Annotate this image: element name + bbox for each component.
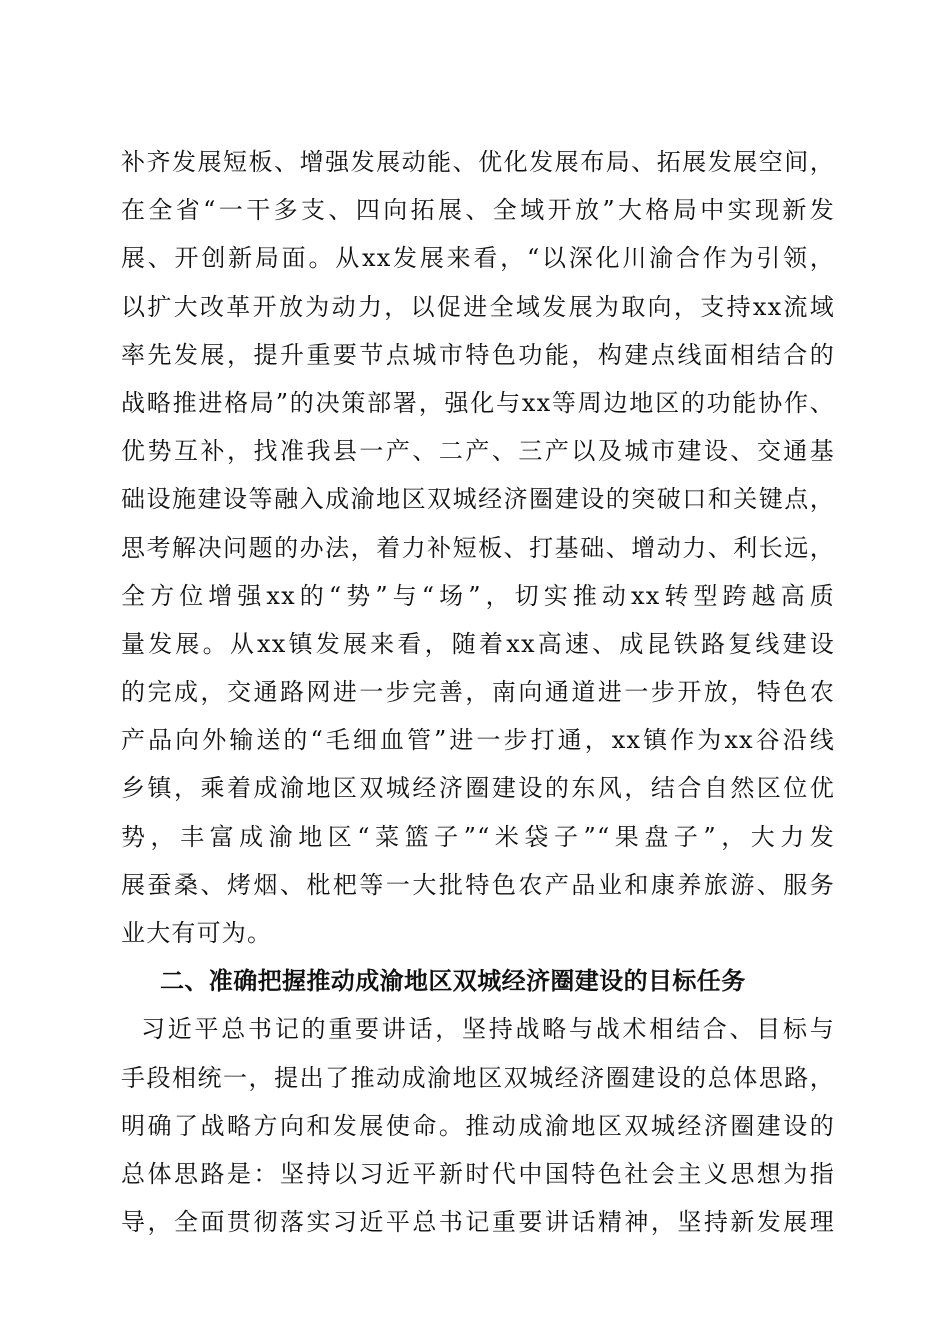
text-line: 展、开创新局面。从xx发展来看，“以深化川渝合作为引领， <box>121 244 835 273</box>
section-heading: 二、准确把握推动成渝地区双城经济圈建设的目标任务 <box>160 967 746 996</box>
text-line: 总体思路是：坚持以习近平新时代中国特色社会主义思想为指 <box>121 1159 835 1188</box>
text-line: 产品向外输送的“毛细血管”进一步打通，xx镇作为xx谷沿线 <box>121 726 835 755</box>
text-line: 补齐发展短板、增强发展动能、优化发展布局、拓展发展空间， <box>121 148 835 176</box>
text-line: 在全省“一干多支、四向拓展、全域开放”大格局中实现新发 <box>121 196 835 225</box>
text-line: 展蚕桑、烤烟、枇杷等一大批特色农产品业和康养旅游、服务 <box>121 870 835 899</box>
text-line: 全方位增强xx的“势”与“场”，切实推动xx转型跨越高质 <box>121 581 835 610</box>
text-line: 以扩大改革开放为动力，以促进全域发展为取向，支持xx流域 <box>121 292 835 321</box>
text-line: 思考解决问题的办法，着力补短板、打基础、增动力、利长远， <box>121 533 835 562</box>
text-line: 势，丰富成渝地区“菜篮子”“米袋子”“果盘子”，大力发 <box>121 822 835 851</box>
document-body <box>121 138 835 1246</box>
text-line: 的完成，交通路网进一步完善，南向通道进一步开放，特色农 <box>121 678 835 707</box>
text-line: 习近平总书记的重要讲话，坚持战略与战术相结合、目标与 <box>141 1015 835 1044</box>
text-line: 业大有可为。 <box>121 919 273 947</box>
text-line: 明确了战略方向和发展使命。推动成渝地区双城经济圈建设的 <box>121 1111 835 1140</box>
text-line: 乡镇，乘着成渝地区双城经济圈建设的东风，结合自然区位优 <box>121 774 835 803</box>
text-line: 手段相统一，提出了推动成渝地区双城经济圈建设的总体思路， <box>121 1063 835 1092</box>
text-line: 量发展。从xx镇发展来看，随着xx高速、成昆铁路复线建设 <box>121 629 835 658</box>
text-line: 率先发展，提升重要节点城市特色功能，构建点线面相结合的 <box>121 340 835 369</box>
text-line: 础设施建设等融入成渝地区双城经济圈建设的突破口和关键点， <box>121 485 835 514</box>
text-line: 优势互补，找准我县一产、二产、三产以及城市建设、交通基 <box>121 437 835 466</box>
text-line: 导，全面贯彻落实习近平总书记重要讲话精神，坚持新发展理 <box>121 1208 835 1237</box>
text-line: 战略推进格局”的决策部署，强化与xx等周边地区的功能协作、 <box>121 388 835 417</box>
